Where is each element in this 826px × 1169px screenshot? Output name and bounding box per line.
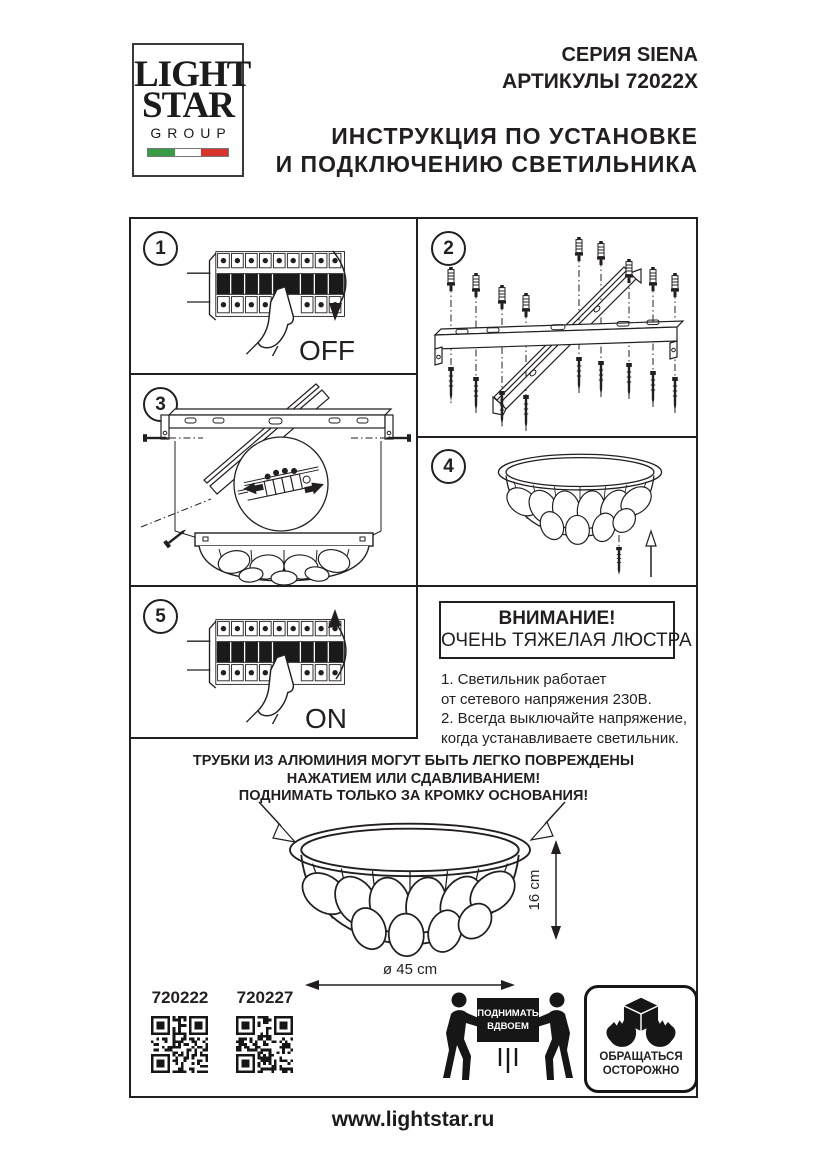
note-line: 1. Светильник работает <box>441 671 607 688</box>
step5-breaker-on-illustration <box>183 601 413 739</box>
height-dimension-label: 16 cm <box>526 869 543 911</box>
step3-attach-fixture-illustration <box>141 381 413 583</box>
note-line: от сетевого напряжения 230В. <box>441 690 652 708</box>
off-label: OFF <box>299 335 355 366</box>
vertical-divider <box>416 219 418 739</box>
on-label: ON <box>305 703 347 734</box>
care-label-line2: ОСТОРОЖНО <box>602 1064 680 1077</box>
step4-assembled-lamp-illustration <box>439 447 695 583</box>
step2-mounting-brackets-illustration <box>425 235 695 433</box>
note-line: 2. Всегда выключайте напряжение, <box>441 710 688 727</box>
step3-number: 3 <box>143 387 178 422</box>
divider-step2-step4 <box>416 436 696 438</box>
article-number: 720222 <box>151 988 209 1007</box>
safety-notes <box>441 670 687 748</box>
handling-line: ТРУБКИ ИЗ АЛЮМИНИЯ МОГУТ БЫТЬ ЛЕГКО ПОВРЕЖДЕНЫ <box>192 753 635 769</box>
step2-number: 2 <box>431 231 466 266</box>
qr-code-720222 <box>151 1016 208 1073</box>
lift-label-line1: ПОДНИМАТЬ <box>477 1008 539 1019</box>
attention-subtitle: ОЧЕНЬ ТЯЖЕЛАЯ ЛЮСТРА <box>441 630 692 651</box>
diameter-dimension-label: ø 45 cm <box>382 961 438 978</box>
website-url: www.lightstar.ru <box>331 1108 495 1131</box>
divider-middle <box>131 585 696 587</box>
logo-word-light: LIGHT <box>134 54 251 95</box>
cube-in-hands-glyph <box>587 996 695 1048</box>
italian-flag-bar <box>147 148 229 157</box>
step4-number: 4 <box>431 449 466 484</box>
logo-word-star: STAR <box>142 85 234 126</box>
handling-line: НАЖАТИЕМ ИЛИ СДАВЛИВАНИЕМ! <box>286 770 541 787</box>
logo-word-group: GROUP <box>150 125 232 141</box>
lift-label-line2: ВДВОЕМ <box>487 1021 529 1032</box>
step1-number: 1 <box>143 231 178 266</box>
article-number: 720227 <box>236 988 294 1007</box>
document-header <box>276 44 698 178</box>
care-label-line1: ОБРАЩАТЬСЯ <box>599 1051 683 1063</box>
lift-with-two-people-icon <box>437 988 579 1086</box>
lamp-dimensions-figure <box>249 802 583 1002</box>
series-title: СЕРИЯ SIENA <box>561 44 698 66</box>
handle-with-care-icon <box>584 985 698 1093</box>
step5-number: 5 <box>143 599 178 634</box>
note-line: когда устанавливаете светильник. <box>441 729 679 747</box>
attention-warning-box <box>439 601 692 659</box>
step1-breaker-off-illustration <box>183 233 413 371</box>
instruction-title: ИНСТРУКЦИЯ ПО УСТАНОВКЕ И ПОДКЛЮЧЕНИЮ СВЕТИЛЬНИКА <box>275 123 698 177</box>
attention-title: ВНИМАНИЕ! <box>498 608 616 629</box>
handling-line: ПОДНИМАТЬ ТОЛЬКО ЗА КРОМКУ ОСНОВАНИЯ! <box>238 788 589 804</box>
instruction-grid <box>129 217 698 1098</box>
articles-title: АРТИКУЛЫ 72022X <box>502 70 698 93</box>
handling-warning <box>131 753 696 806</box>
qr-code-720227 <box>236 1016 293 1073</box>
divider-step1-step3 <box>131 373 418 375</box>
lightstar-logo <box>132 43 251 177</box>
